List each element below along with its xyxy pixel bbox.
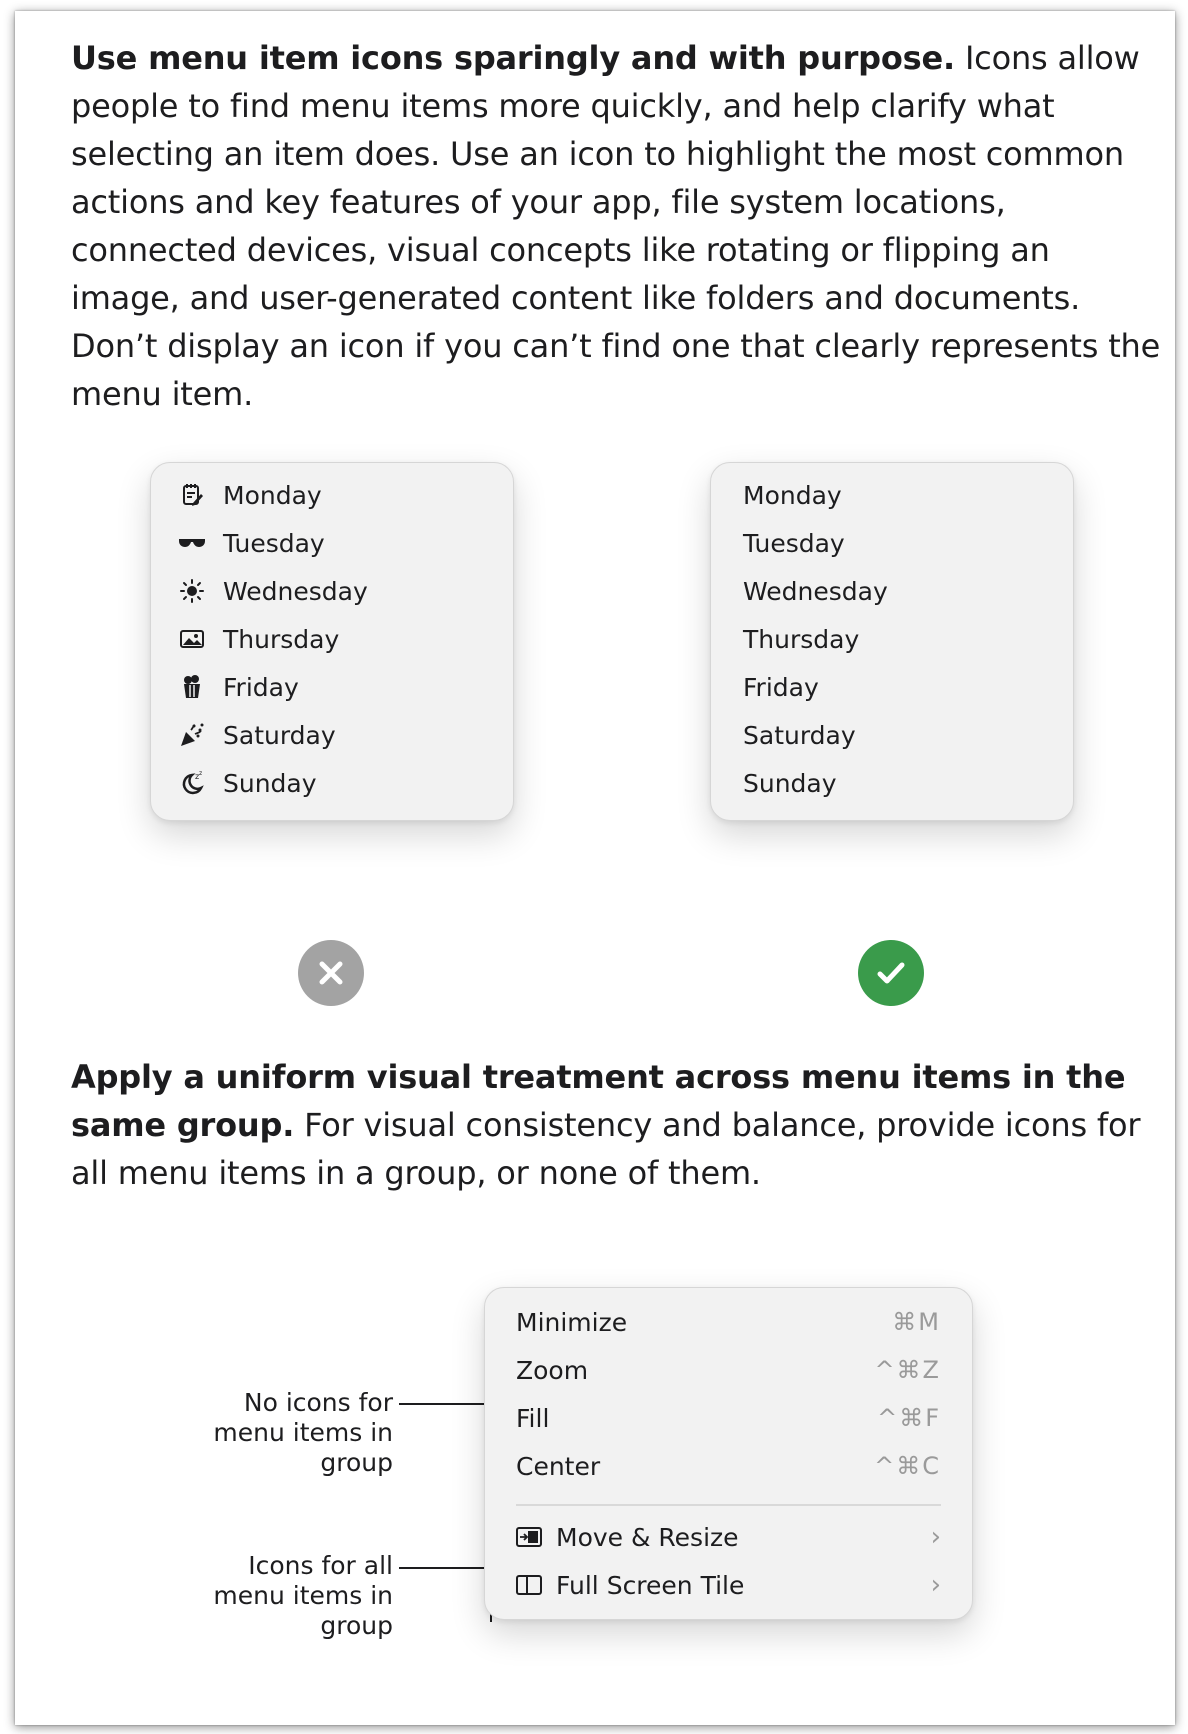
- x-mark-icon: [311, 953, 351, 993]
- menu-item-fill[interactable]: [516, 1394, 941, 1442]
- sunglasses-icon: [175, 528, 209, 558]
- menu-item-label: Wednesday: [223, 576, 368, 606]
- correct-badge: [858, 940, 924, 1006]
- shortcut-label: ⌘M: [892, 1308, 941, 1336]
- leader-line-no-icons: [399, 1403, 491, 1405]
- paragraph-icons-sparingly: [71, 34, 1166, 418]
- menu-item-minimize[interactable]: [516, 1298, 941, 1346]
- move-resize-icon: [516, 1525, 542, 1549]
- callout-icons: Icons for all menu items in group: [213, 1551, 393, 1640]
- menu-item-label: Fill: [516, 1403, 550, 1433]
- menu-item-friday[interactable]: [175, 663, 299, 711]
- shortcut-label: ^⌘F: [877, 1404, 941, 1432]
- sun-icon: [175, 576, 209, 606]
- menu-item-label: Tuesday: [743, 528, 845, 558]
- svg-text:z: z: [195, 772, 200, 781]
- menu-item-label: Sunday: [743, 768, 837, 798]
- menu-item-monday[interactable]: [175, 471, 322, 519]
- menu-item-label: Thursday: [743, 624, 860, 654]
- menu-item-label: Wednesday: [743, 576, 888, 606]
- menu-item-wednesday[interactable]: [175, 567, 368, 615]
- menu-item-full-screen-tile[interactable]: [516, 1561, 941, 1609]
- menu-item-thursday[interactable]: [743, 615, 859, 663]
- menu-item-label: Move & Resize: [556, 1522, 739, 1552]
- menu-separator: [516, 1504, 941, 1506]
- paragraph-heading: Apply a uniform visual treatment across menu items in the same group.: [71, 1058, 1126, 1144]
- menu-item-label: Tuesday: [223, 528, 325, 558]
- menu-item-monday[interactable]: [743, 471, 842, 519]
- menu-item-wednesday[interactable]: [743, 567, 888, 615]
- chevron-right-icon: ›: [930, 1570, 941, 1600]
- svg-text:z: z: [199, 770, 203, 777]
- paragraph-body: For visual consistency and balance, provide icons for all menu items in a group, or none of them.: [71, 1106, 1141, 1192]
- menu-item-saturday[interactable]: [175, 711, 336, 759]
- split-window-icon: [516, 1573, 542, 1597]
- menu-item-label: Saturday: [223, 720, 336, 750]
- menu-item-label: Saturday: [743, 720, 856, 750]
- menu-item-label: Minimize: [516, 1307, 628, 1337]
- menu-item-label: Sunday: [223, 768, 317, 798]
- shortcut-label: ^⌘Z: [874, 1356, 941, 1384]
- window-menu: [484, 1287, 973, 1620]
- menu-item-move-resize[interactable]: [516, 1513, 941, 1561]
- popcorn-icon: [175, 672, 209, 702]
- menu-item-label: Zoom: [516, 1355, 589, 1385]
- menu-item-sunday[interactable]: [175, 759, 317, 807]
- menu-item-tuesday[interactable]: [743, 519, 845, 567]
- menu-without-icons: [710, 462, 1074, 821]
- menu-item-label: Friday: [743, 672, 819, 702]
- leader-line-icons: [399, 1567, 491, 1569]
- chevron-right-icon: ›: [930, 1522, 941, 1552]
- menu-item-tuesday[interactable]: [175, 519, 325, 567]
- notepad-icon: [175, 480, 209, 510]
- party-popper-icon: [175, 720, 209, 750]
- menu-with-icons: [150, 462, 514, 821]
- paragraph-body: Icons allow people to find menu items more quickly, and help clarify what selecting an item does. Use an icon to highlight the most common actions and key features of your app, file system locations, connected devices, visual concepts like rotating or flipping an image, and user-generated content like folders and documents. Don’t display an icon if you can’t find one that clearly represents the menu item.: [71, 39, 1161, 413]
- menu-item-label: Center: [516, 1451, 601, 1481]
- menu-item-sunday[interactable]: [743, 759, 837, 807]
- paragraph-uniform-treatment: [71, 1053, 1166, 1197]
- incorrect-badge: [298, 940, 364, 1006]
- callout-no-icons: No icons for menu items in group: [213, 1388, 393, 1477]
- photo-icon: [175, 624, 209, 654]
- menu-item-friday[interactable]: [743, 663, 819, 711]
- menu-item-label: Friday: [223, 672, 299, 702]
- shortcut-label: ^⌘C: [874, 1452, 941, 1480]
- menu-item-thursday[interactable]: [175, 615, 339, 663]
- menu-item-center[interactable]: [516, 1442, 941, 1490]
- menu-item-saturday[interactable]: [743, 711, 856, 759]
- menu-item-label: Thursday: [223, 624, 340, 654]
- checkmark-icon: [871, 953, 911, 993]
- document-page: [15, 11, 1175, 1725]
- menu-item-label: Full Screen Tile: [556, 1570, 745, 1600]
- paragraph-heading: Use menu item icons sparingly and with purpose.: [71, 39, 955, 77]
- menu-item-zoom[interactable]: [516, 1346, 941, 1394]
- moon-sleep-icon: [175, 768, 209, 798]
- menu-item-label: Monday: [743, 480, 842, 510]
- menu-item-label: Monday: [223, 480, 322, 510]
